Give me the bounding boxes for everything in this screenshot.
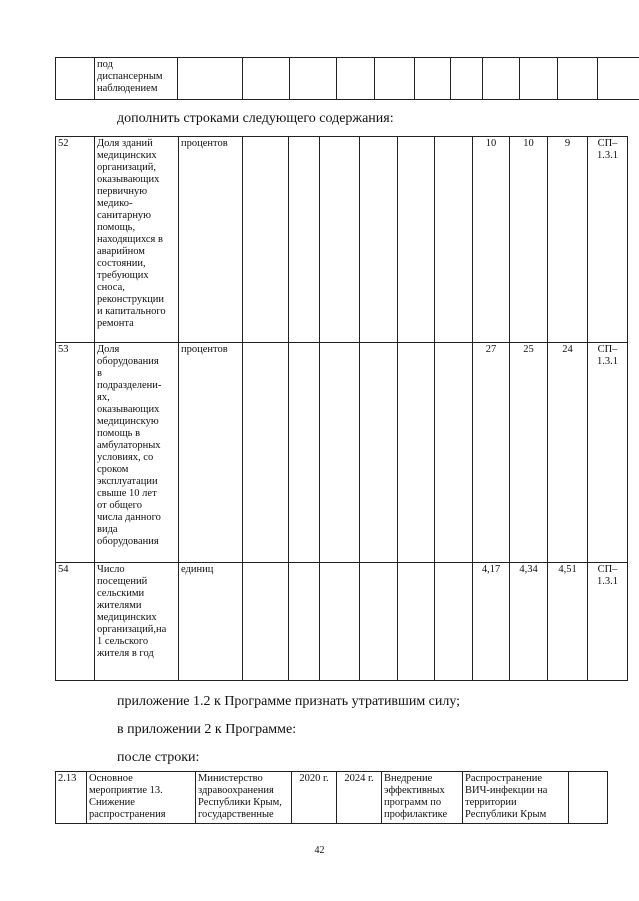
table-row (56, 343, 628, 563)
row-value-2: 4,34 (510, 563, 548, 681)
paragraph-after-row: после строки: (117, 750, 200, 765)
row-number: 53 (56, 343, 95, 563)
row-value-1: 4,17 (473, 563, 510, 681)
measure-executor: Министерство здравоохранения Республики Крым, государственные (196, 772, 292, 824)
row-code: СП– 1.3.1 (588, 343, 628, 563)
top-table-fragment (55, 57, 639, 100)
row-value-1: 10 (473, 137, 510, 343)
table-row (56, 772, 608, 824)
paragraph-annex-1-2: приложение 1.2 к Программе признать утратившим силу; (117, 694, 461, 709)
row-name: Доля зданий медицинских организаций, оказывающих первичную медико- санитарную помощь, находящихся в аварийном состоянии, требующих сноса, реконструкции и капитального ремонта (95, 137, 179, 343)
row-unit: процентов (179, 137, 243, 343)
row-value-2: 25 (510, 343, 548, 563)
row-value-3: 24 (548, 343, 588, 563)
intro-text: дополнить строками следующего содержания: (117, 111, 394, 126)
measure-end: 2024 г. (337, 772, 382, 824)
row-unit: единиц (179, 563, 243, 681)
measure-result: Внедрение эффективных программ по профилактике (382, 772, 463, 824)
row-name: Число посещений сельскими жителями медицинских организаций,на 1 сельского жителя в год (95, 563, 179, 681)
row-value-1: 27 (473, 343, 510, 563)
table-row (56, 137, 628, 343)
row-name: Доля оборудования в подразделени- ях, оказывающих медицинскую помощь в амбулаторных условиях, со сроком эксплуатации свыше 10 лет от общего числа данного вида оборудования (95, 343, 179, 563)
measure-number: 2.13 (56, 772, 87, 824)
paragraph-annex-2: в приложении 2 к Программе: (117, 722, 297, 737)
row-value-2: 10 (510, 137, 548, 343)
row-number: 54 (56, 563, 95, 681)
row-number: 52 (56, 137, 95, 343)
measure-start: 2020 г. (292, 772, 337, 824)
row-value-3: 9 (548, 137, 588, 343)
measures-table-fragment (55, 771, 608, 824)
page-number: 42 (314, 845, 325, 856)
measure-effect: Распространение ВИЧ-инфекции на территории Республики Крым (463, 772, 569, 824)
row-code: СП– 1.3.1 (588, 563, 628, 681)
measure-last (569, 772, 608, 824)
indicators-table (55, 136, 628, 681)
measure-name: Основное мероприятие 13. Снижение распространения (87, 772, 196, 824)
table-row (56, 563, 628, 681)
row-code: СП– 1.3.1 (588, 137, 628, 343)
row-value-3: 4,51 (548, 563, 588, 681)
top-row-label: под диспансерным наблюдением (95, 58, 178, 100)
row-unit: процентов (179, 343, 243, 563)
